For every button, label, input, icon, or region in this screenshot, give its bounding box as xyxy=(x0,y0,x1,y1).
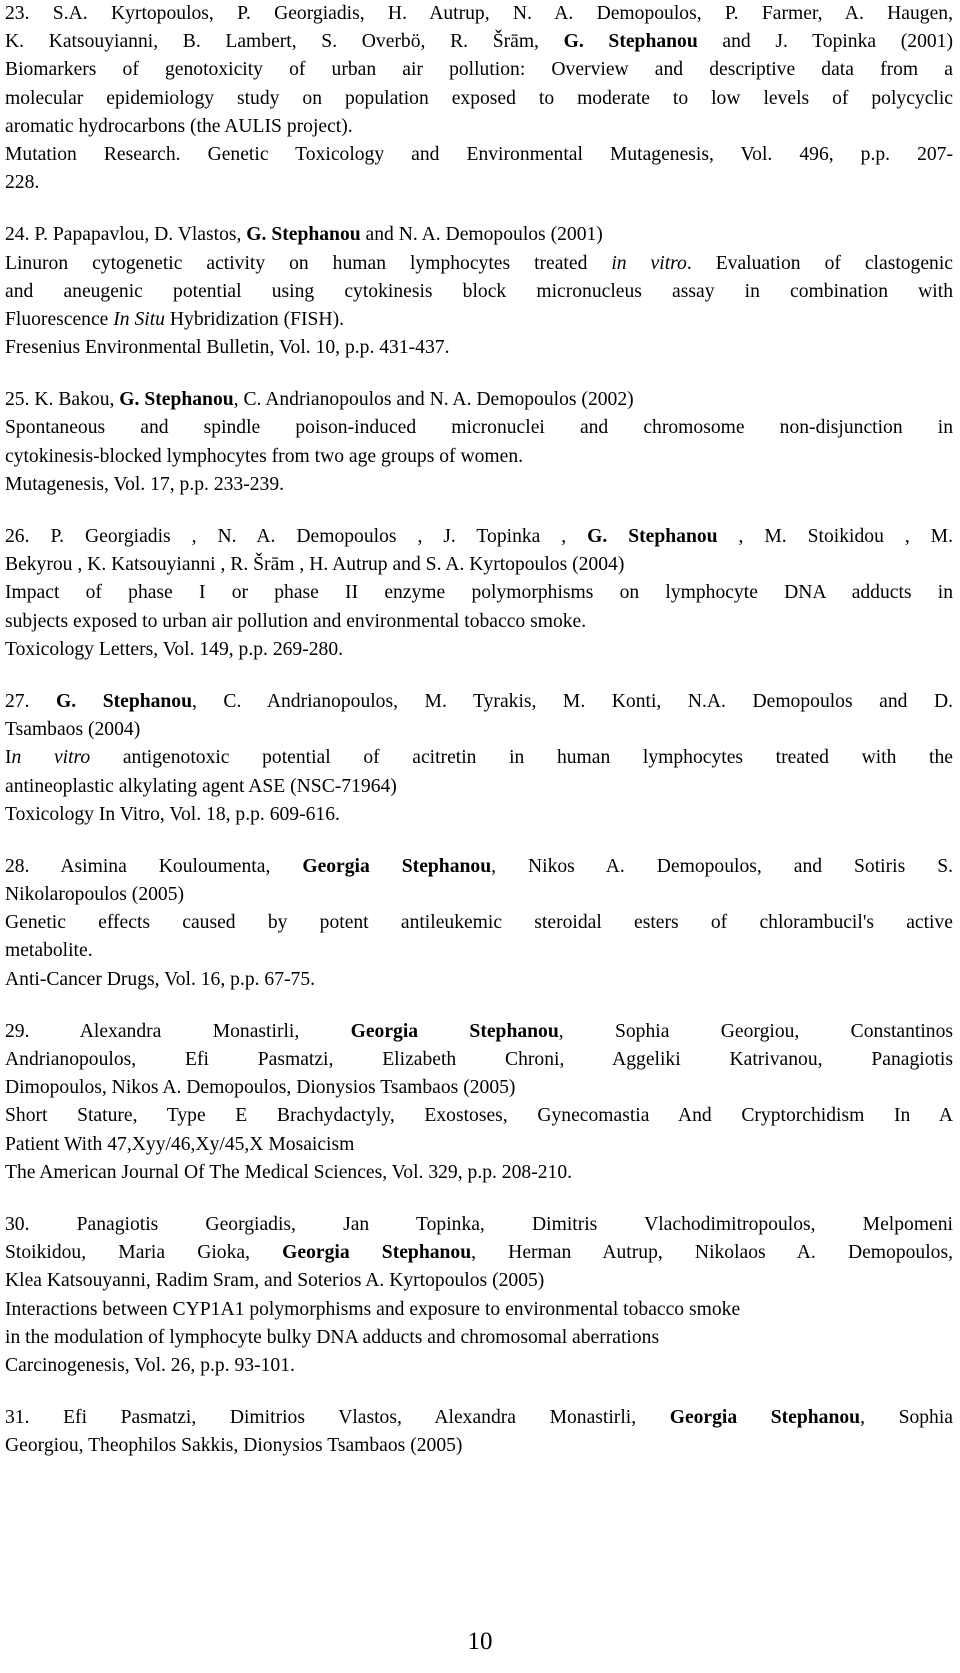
reference-text: cytokinesis-blocked lymphocytes from two age groups of women. xyxy=(5,445,524,467)
reference-text: 23. S.A. Kyrtopoulos, P. Georgiadis, H. Autrup, N. A. Demopoulos, P. Farmer, A. Haugen, xyxy=(5,3,953,24)
reference-line xyxy=(5,1267,953,1295)
reference-text: 25. K. Bakou, xyxy=(5,389,120,411)
reference-line xyxy=(5,334,953,362)
reference-text: and aneugenic potential using cytokinesis block micronucleus assay in combination with xyxy=(5,280,953,302)
reference-text: 26. P. Georgiadis , N. A. Demopoulos , J. Topinka , xyxy=(5,526,588,547)
reference-text: Klea Katsouyanni, Radim Sram, and Soterios A. Kyrtopoulos (2005) xyxy=(5,1270,545,1292)
reference-line xyxy=(5,250,953,278)
reference-text: Toxicology In Vitro, Vol. 18, p.p. 609-616. xyxy=(5,803,340,825)
reference-line xyxy=(5,716,953,744)
reference-line xyxy=(5,1239,953,1267)
reference-line xyxy=(5,85,953,113)
author-highlight: Georgia Stephanou xyxy=(350,1020,559,1042)
reference-entry xyxy=(5,688,953,829)
reference-entry xyxy=(5,0,953,197)
reference-text: 30. Panagiotis Georgiadis, Jan Topinka, Dimitris Vlachodimitropoulos, Melpomeni xyxy=(5,1213,953,1235)
reference-text: Impact of phase I or phase II enzyme polymorphisms on lymphocyte DNA adducts in xyxy=(5,582,953,604)
reference-text: Georgiou, Theophilos Sakkis, Dionysios Tsambaos (2005) xyxy=(5,1435,463,1457)
reference-text: Linuron cytogenetic activity on human lymphocytes treated xyxy=(5,252,612,274)
reference-line xyxy=(5,744,953,772)
author-highlight: Georgia Stephanou xyxy=(282,1242,472,1264)
author-highlight: Georgia Stephanou xyxy=(302,855,492,877)
reference-entry xyxy=(5,221,953,362)
reference-text: I xyxy=(5,747,12,769)
reference-line xyxy=(5,608,953,636)
reference-text: Fluorescence xyxy=(5,308,114,330)
reference-line xyxy=(5,306,953,334)
reference-text: Interactions between CYP1A1 polymorphisms and exposure to environmental tobacco smoke xyxy=(5,1298,741,1320)
reference-text: . Evaluation of clastogenic xyxy=(686,252,953,274)
reference-line xyxy=(5,688,953,716)
reference-entry xyxy=(5,523,953,664)
reference-text: Genetic effects caused by potent antileukemic steroidal esters of chlorambucil's active xyxy=(5,912,953,934)
reference-text: metabolite. xyxy=(5,940,93,962)
reference-text: in the modulation of lymphocyte bulky DNA adducts and chromosomal aberrations xyxy=(5,1326,660,1348)
reference-line xyxy=(5,386,953,414)
reference-line xyxy=(5,966,953,994)
reference-line xyxy=(5,278,953,306)
author-highlight: G. Stephanou xyxy=(563,31,698,53)
reference-text: Mutation Research. Genetic Toxicology and Environmental Mutagenesis, Vol. 496, p.p. 207- xyxy=(5,143,953,165)
reference-text: Tsambaos (2004) xyxy=(5,719,141,741)
reference-line xyxy=(5,28,953,56)
reference-text: , Sophia xyxy=(860,1407,953,1429)
reference-line xyxy=(5,1296,953,1324)
reference-text: antigenotoxic potential of acitretin in human lymphocytes treated with the xyxy=(90,747,953,769)
reference-list xyxy=(5,0,953,1460)
reference-text: 29. Alexandra Monastirli, xyxy=(5,1020,351,1042)
reference-text: 27. xyxy=(5,690,57,712)
reference-line xyxy=(5,56,953,84)
reference-text: Mutagenesis, Vol. 17, p.p. 233-239. xyxy=(5,473,285,495)
reference-text: , M. Stoikidou , M. xyxy=(717,526,953,547)
reference-text: , Sophia Georgiou, Constantinos xyxy=(558,1020,953,1042)
reference-text: , Herman Autrup, Nikolaos A. Demopoulos, xyxy=(471,1242,953,1264)
reference-text: The American Journal Of The Medical Sciences, Vol. 329, p.p. 208-210. xyxy=(5,1161,573,1183)
reference-text: K. Katsouyianni, B. Lambert, S. Overbö, R. Šrām, xyxy=(5,31,564,53)
reference-line xyxy=(5,414,953,442)
author-highlight: G. Stephanou xyxy=(56,690,192,712)
reference-line xyxy=(5,1324,953,1352)
reference-text: Bekyrou , K. Katsouyianni , R. Šrām , H. Autrup and S. A. Kyrtopoulos (2004) xyxy=(5,554,625,576)
page-number: 10 xyxy=(467,1628,493,1655)
reference-text: 228. xyxy=(5,172,40,194)
reference-text: Patient With 47,Xyy/46,Xy/45,X Mosaicism xyxy=(5,1133,355,1155)
reference-line xyxy=(5,169,953,197)
reference-text: Anti-Cancer Drugs, Vol. 16, p.p. 67-75. xyxy=(5,968,316,990)
reference-text: and J. Topinka (2001) xyxy=(697,31,953,53)
reference-text: 31. Efi Pasmatzi, Dimitrios Vlastos, Alexandra Monastirli, xyxy=(5,1407,670,1429)
author-highlight: Georgia Stephanou xyxy=(669,1407,861,1429)
reference-line xyxy=(5,113,953,141)
reference-line xyxy=(5,853,953,881)
reference-text: Toxicology Letters, Vol. 149, p.p. 269-280. xyxy=(5,638,344,660)
reference-line xyxy=(5,523,953,551)
reference-line xyxy=(5,1211,953,1239)
reference-text: , C. Andrianopoulos and N. A. Demopoulos (2002) xyxy=(233,389,634,411)
reference-text: Dimopoulos, Nikos A. Demopoulos, Dionysios Tsambaos (2005) xyxy=(5,1077,516,1099)
reference-line xyxy=(5,1131,953,1159)
italic-term: in vitro xyxy=(611,252,687,274)
reference-text: Biomarkers of genotoxicity of urban air pollution: Overview and descriptive data from a xyxy=(5,59,953,81)
reference-line xyxy=(5,937,953,965)
reference-entry xyxy=(5,1404,953,1460)
reference-text: aromatic hydrocarbons (the AULIS project). xyxy=(5,115,353,137)
reference-line xyxy=(5,443,953,471)
reference-text: Short Stature, Type E Brachydactyly, Exostoses, Gynecomastia And Cryptorchidism In A xyxy=(5,1105,953,1127)
reference-line xyxy=(5,801,953,829)
reference-line xyxy=(5,773,953,801)
reference-line xyxy=(5,1352,953,1380)
reference-line xyxy=(5,221,953,249)
reference-line xyxy=(5,1159,953,1187)
italic-term: n vitro xyxy=(11,747,91,769)
reference-text: Andrianopoulos, Efi Pasmatzi, Elizabeth Chroni, Aggeliki Katrivanou, Panagiotis xyxy=(5,1049,953,1070)
reference-entry xyxy=(5,1018,953,1187)
reference-text: Fresenius Environmental Bulletin, Vol. 10, p.p. 431-437. xyxy=(5,337,450,359)
reference-line xyxy=(5,1102,953,1130)
reference-text: Carcinogenesis, Vol. 26, p.p. 93-101. xyxy=(5,1354,295,1376)
reference-line xyxy=(5,1404,953,1432)
reference-entry xyxy=(5,853,953,994)
reference-text: , C. Andrianopoulos, M. Tyrakis, M. Konti, N.A. Demopoulos and D. xyxy=(192,690,953,712)
italic-term: In Situ xyxy=(113,308,165,330)
reference-entry xyxy=(5,1211,953,1380)
document-page xyxy=(5,0,953,1484)
reference-text: subjects exposed to urban air pollution and environmental tobacco smoke. xyxy=(5,610,587,632)
reference-line xyxy=(5,1046,953,1074)
reference-text: antineoplastic alkylating agent ASE (NSC-71964) xyxy=(5,775,397,797)
reference-line xyxy=(5,1432,953,1460)
reference-line xyxy=(5,471,953,499)
reference-text: and N. A. Demopoulos (2001) xyxy=(360,224,603,246)
reference-line xyxy=(5,636,953,664)
reference-line xyxy=(5,141,953,169)
reference-text: Stoikidou, Maria Gioka, xyxy=(5,1242,283,1264)
reference-text: , Nikos A. Demopoulos, and Sotiris S. xyxy=(491,855,953,877)
reference-text: 28. Asimina Kouloumenta, xyxy=(5,855,303,877)
reference-line xyxy=(5,1018,953,1046)
reference-entry xyxy=(5,386,953,499)
reference-text: Hybridization (FISH). xyxy=(164,308,345,330)
author-highlight: G. Stephanou xyxy=(587,526,718,547)
reference-line xyxy=(5,579,953,607)
author-highlight: G. Stephanou xyxy=(246,224,361,246)
author-highlight: G. Stephanou xyxy=(119,389,234,411)
reference-line xyxy=(5,909,953,937)
reference-text: Spontaneous and spindle poison-induced micronuclei and chromosome non-disjunction in xyxy=(5,417,953,439)
reference-line xyxy=(5,881,953,909)
reference-line xyxy=(5,0,953,28)
reference-line xyxy=(5,1074,953,1102)
reference-text: Nikolaropoulos (2005) xyxy=(5,884,185,906)
reference-text: molecular epidemiology study on population exposed to moderate to low levels of polycyclic xyxy=(5,87,953,109)
reference-line xyxy=(5,551,953,579)
reference-text: 24. P. Papapavlou, D. Vlastos, xyxy=(5,224,247,246)
